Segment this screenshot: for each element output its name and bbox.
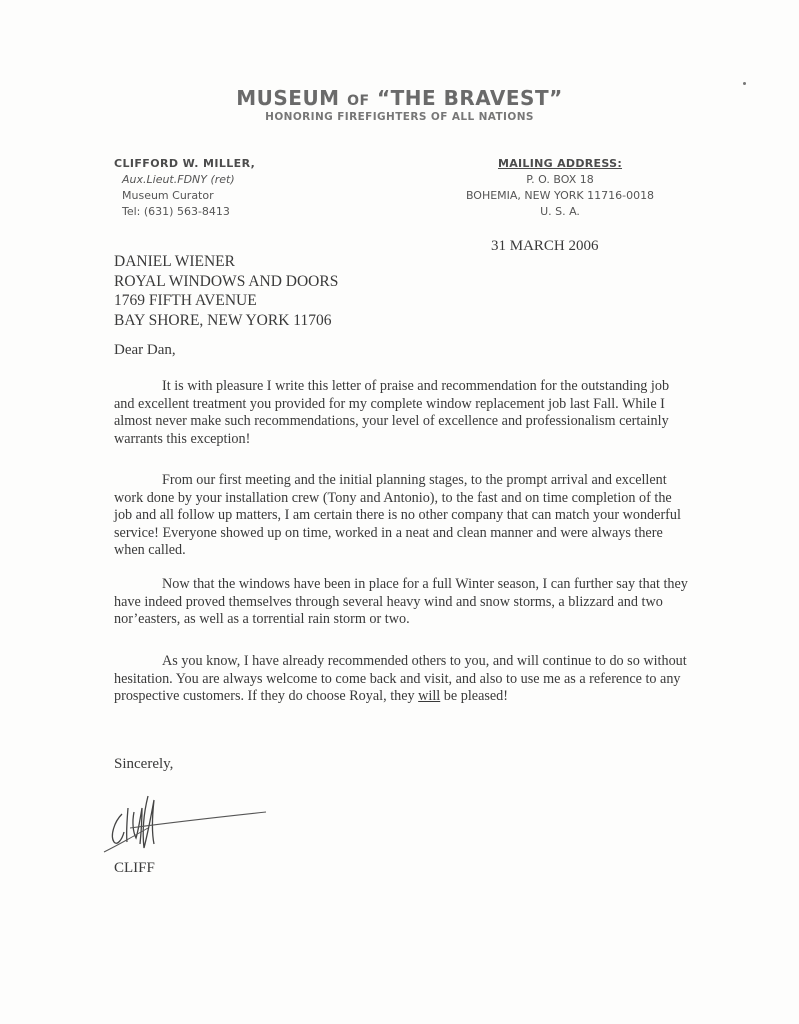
body-paragraph-1: [114, 378, 690, 448]
body-paragraph-4-end: be pleased!: [440, 688, 509, 705]
body-paragraph-3: [114, 576, 690, 629]
body-paragraph-1-text: It is with pleasure I write this letter of praise and recommendation for the outstanding job and excellent treatment you provided for my complete window replacement job last Fall. While I almost never make such recommendations, your level of excellence and professionalism certainly warrants this exception!: [114, 378, 670, 447]
underlined-will: will: [418, 688, 441, 705]
curator-phone: Tel: (631) 563-8413: [122, 205, 230, 218]
museum-title-of: OF: [347, 93, 370, 109]
recipient-name: DANIEL WIENER: [114, 253, 235, 270]
body-paragraph-3-text: Now that the windows have been in place for a full Winter season, I can further say that they have indeed proved themselves through several heavy wind and snow storms, a blizzard and two nor’easters, as well as a torrential rain storm or two.: [114, 576, 688, 628]
recipient-address: [114, 252, 338, 330]
museum-subtitle: HONORING FIREFIGHTERS OF ALL NATIONS: [265, 111, 534, 123]
mailing-po-box: P. O. BOX 18: [526, 173, 594, 186]
letter-date: 31 MARCH 2006: [491, 238, 599, 254]
closing: Sincerely,: [114, 756, 174, 772]
curator-block: [114, 156, 255, 220]
body-paragraph-4-text: As you know, I have already recommended others to you, and will continue to do so without hesitation. You are always welcome to come back and visit, and also to use me as a reference to any prospective customers. If they do choose Royal, they: [114, 653, 687, 705]
mailing-city: BOHEMIA, NEW YORK 11716-0018: [465, 189, 655, 202]
museum-title: [0, 86, 799, 110]
signature-stroke-i: [133, 808, 142, 844]
signature-stroke-ff: [143, 796, 154, 848]
signature-stroke-underline: [104, 828, 148, 852]
signature-stroke-c: [112, 814, 124, 843]
curator-role: Museum Curator: [122, 189, 214, 202]
curator-rank: Aux.Lieut.FDNY (ret): [122, 173, 235, 186]
signature: [100, 788, 270, 858]
body-paragraph-2-text: From our first meeting and the initial planning stages, to the prompt arrival and excellent work done by your installation crew (Tony and Antonio), to the fast and on time completion of the job and all follow up matters, I am certain there is no other company that can match your wonderful service! Everyone showed up on time, worked in a neat and clean manner and were always there when called.: [114, 472, 681, 559]
signer-name: CLIFF: [114, 860, 155, 876]
salutation: Dear Dan,: [114, 342, 176, 358]
museum-title-part-1: MUSEUM: [236, 86, 340, 110]
curator-name: CLIFFORD W. MILLER,: [114, 157, 256, 170]
museum-title-part-2: “THE BRAVEST”: [377, 86, 563, 110]
signature-stroke-l: [127, 808, 128, 842]
body-paragraph-4: [114, 653, 690, 706]
mailing-address-block: [449, 156, 671, 220]
recipient-company: ROYAL WINDOWS AND DOORS: [114, 272, 339, 290]
scan-speck: [743, 82, 746, 85]
recipient-street: 1769 FIFTH AVENUE: [114, 292, 257, 309]
body-paragraph-2: [114, 472, 690, 560]
mailing-address-heading: MAILING ADDRESS:: [497, 157, 623, 170]
mailing-country: U. S. A.: [540, 205, 580, 218]
recipient-city: BAY SHORE, NEW YORK 11706: [114, 311, 332, 329]
